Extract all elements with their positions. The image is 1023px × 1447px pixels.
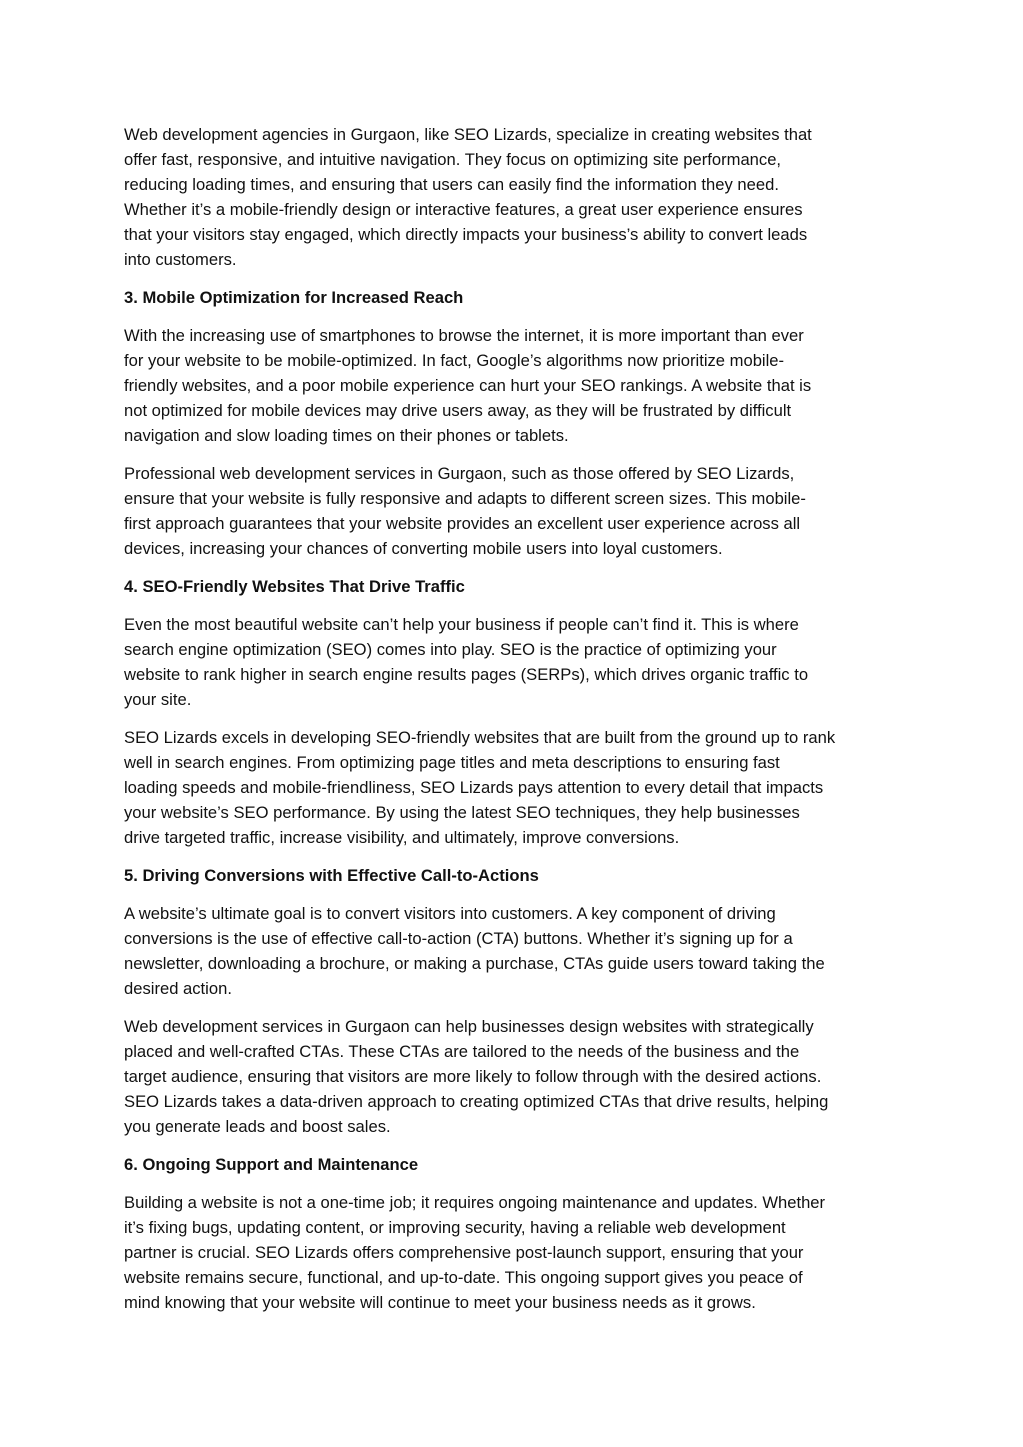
text-line: that your visitors stay engaged, which directly impacts your business’s ability to convert leads bbox=[124, 225, 808, 244]
text-line: search engine optimization (SEO) comes into play. SEO is the practice of optimizing your bbox=[124, 640, 777, 659]
section-heading-support: 6. Ongoing Support and Maintenance bbox=[124, 1155, 419, 1174]
document-body bbox=[124, 122, 900, 1328]
text-line: devices, increasing your chances of converting mobile users into loyal customers. bbox=[124, 539, 723, 558]
text-line: newsletter, downloading a brochure, or making a purchase, CTAs guide users toward taking the bbox=[124, 954, 825, 973]
text-line: mind knowing that your website will continue to meet your business needs as it grows. bbox=[124, 1293, 756, 1312]
text-line: drive targeted traffic, increase visibility, and ultimately, improve conversions. bbox=[124, 828, 680, 847]
text-line: well in search engines. From optimizing page titles and meta descriptions to ensuring fast bbox=[124, 753, 780, 772]
text-line: website to rank higher in search engine results pages (SERPs), which drives organic traffic to bbox=[124, 665, 809, 684]
text-line: Web development agencies in Gurgaon, like SEO Lizards, specialize in creating websites that bbox=[124, 125, 812, 144]
text-line: offer fast, responsive, and intuitive navigation. They focus on optimizing site performance, bbox=[124, 150, 782, 169]
text-line: friendly websites, and a poor mobile experience can hurt your SEO rankings. A website that is bbox=[124, 376, 812, 395]
text-line: SEO Lizards takes a data-driven approach to creating optimized CTAs that drive results, helping bbox=[124, 1092, 829, 1111]
section-heading-seo-friendly: 4. SEO-Friendly Websites That Drive Traffic bbox=[124, 577, 465, 596]
text-line: target audience, ensuring that visitors are more likely to follow through with the desired actions. bbox=[124, 1067, 822, 1086]
paragraph-ux-intro bbox=[124, 122, 900, 272]
text-line: not optimized for mobile devices may drive users away, as they will be frustrated by difficult bbox=[124, 401, 792, 420]
text-line: desired action. bbox=[124, 979, 232, 998]
text-line: website remains secure, functional, and up-to-date. This ongoing support gives you peace of bbox=[124, 1268, 803, 1287]
text-line: your site. bbox=[124, 690, 192, 709]
section-heading-mobile-optimization: 3. Mobile Optimization for Increased Reach bbox=[124, 288, 464, 307]
paragraph-seo-lizards bbox=[124, 725, 900, 850]
text-line: partner is crucial. SEO Lizards offers comprehensive post-launch support, ensuring that your bbox=[124, 1243, 804, 1262]
paragraph-cta-services bbox=[124, 1014, 900, 1139]
section-heading-conversions: 5. Driving Conversions with Effective Call-to-Actions bbox=[124, 866, 539, 885]
paragraph-mobile-importance bbox=[124, 323, 900, 448]
text-line: Professional web development services in Gurgaon, such as those offered by SEO Lizards, bbox=[124, 464, 795, 483]
text-line: it’s fixing bugs, updating content, or improving security, having a reliable web development bbox=[124, 1218, 786, 1237]
text-line: With the increasing use of smartphones to browse the internet, it is more important than ever bbox=[124, 326, 804, 345]
text-line: conversions is the use of effective call-to-action (CTA) buttons. Whether it’s signing up for a bbox=[124, 929, 793, 948]
text-line: placed and well-crafted CTAs. These CTAs are tailored to the needs of the business and the bbox=[124, 1042, 800, 1061]
text-line: SEO Lizards excels in developing SEO-friendly websites that are built from the ground up to rank bbox=[124, 728, 836, 747]
text-line: into customers. bbox=[124, 250, 237, 269]
text-line: Web development services in Gurgaon can help businesses design websites with strategically bbox=[124, 1017, 814, 1036]
text-line: first approach guarantees that your website provides an excellent user experience across all bbox=[124, 514, 801, 533]
text-line: you generate leads and boost sales. bbox=[124, 1117, 391, 1136]
text-line: A website’s ultimate goal is to convert visitors into customers. A key component of driving bbox=[124, 904, 776, 923]
text-line: Whether it’s a mobile-friendly design or interactive features, a great user experience ensures bbox=[124, 200, 803, 219]
text-line: Building a website is not a one-time job; it requires ongoing maintenance and updates. Whether bbox=[124, 1193, 826, 1212]
paragraph-seo-intro bbox=[124, 612, 900, 712]
text-line: for your website to be mobile-optimized. In fact, Google’s algorithms now prioritize mobile- bbox=[124, 351, 785, 370]
text-line: ensure that your website is fully responsive and adapts to different screen sizes. This mobile- bbox=[124, 489, 806, 508]
paragraph-mobile-services bbox=[124, 461, 900, 561]
text-line: reducing loading times, and ensuring that users can easily find the information they need. bbox=[124, 175, 779, 194]
paragraph-cta-intro bbox=[124, 901, 900, 1001]
text-line: navigation and slow loading times on their phones or tablets. bbox=[124, 426, 569, 445]
text-line: your website’s SEO performance. By using the latest SEO techniques, they help businesses bbox=[124, 803, 800, 822]
text-line: loading speeds and mobile-friendliness, SEO Lizards pays attention to every detail that impacts bbox=[124, 778, 824, 797]
paragraph-support bbox=[124, 1190, 900, 1315]
text-line: Even the most beautiful website can’t help your business if people can’t find it. This is where bbox=[124, 615, 799, 634]
